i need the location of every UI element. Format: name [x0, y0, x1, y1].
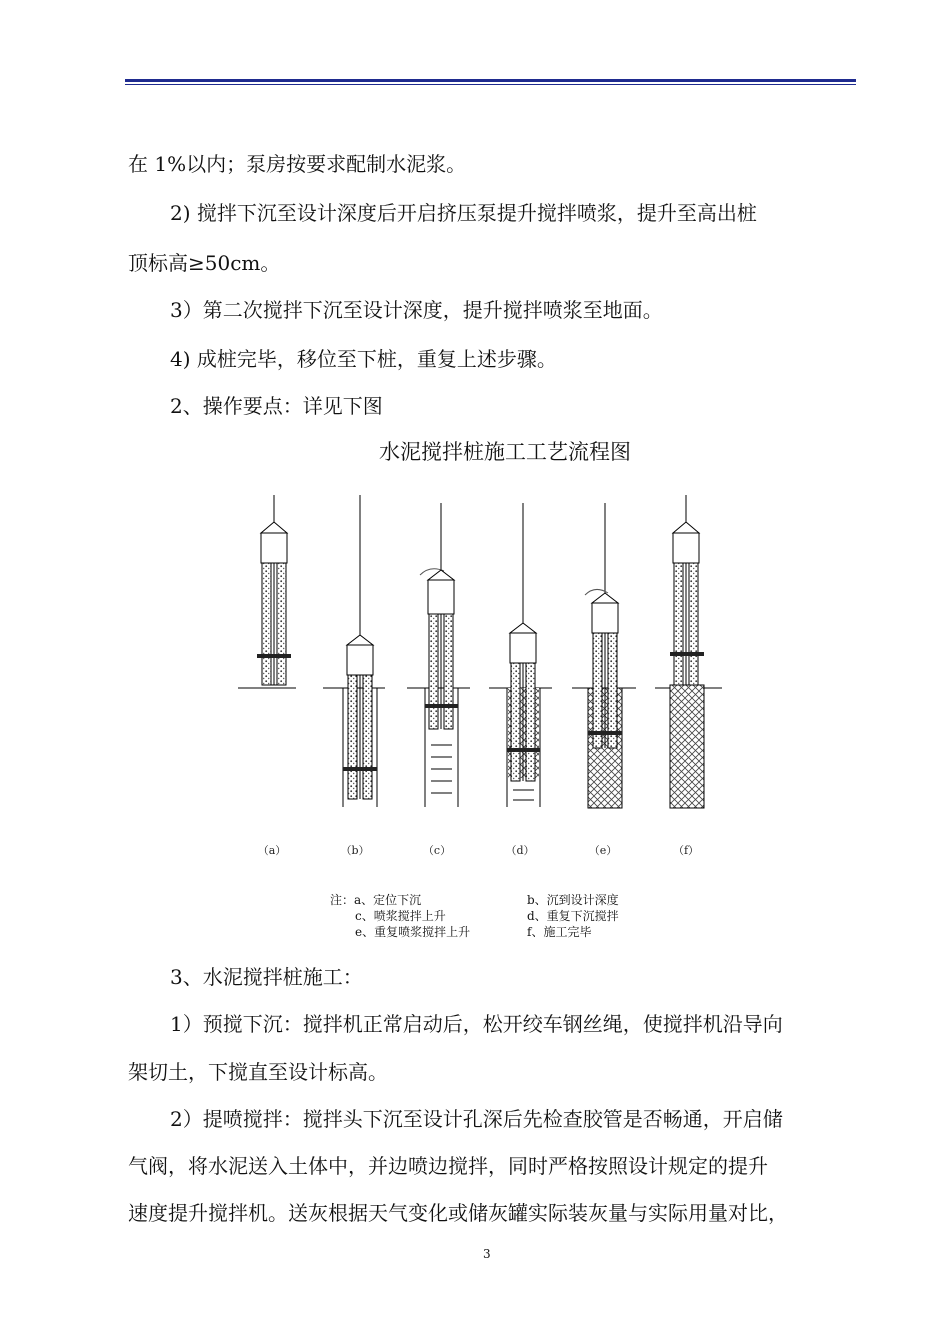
paragraph-line: 4) 成桩完毕，移位至下桩，重复上述步骤。 — [170, 347, 557, 371]
stage-d-rig — [507, 503, 540, 807]
paragraph-line: 速度提升搅拌机。送灰根据天气变化或储灰罐实际装灰量与实际用量对比， — [128, 1201, 788, 1225]
paragraph-line: 2、操作要点：详见下图 — [170, 394, 383, 418]
paragraph-line: 3）第二次搅拌下沉至设计深度，提升搅拌喷浆至地面。 — [170, 298, 663, 322]
stage-label-d: （d） — [505, 844, 535, 857]
page-number: 3 — [483, 1247, 491, 1261]
stage-label-f: （f） — [672, 844, 700, 857]
header-rule-thin — [125, 84, 856, 85]
header-rule-thick — [125, 79, 856, 82]
paragraph-line: 2) 搅拌下沉至设计深度后开启挤压泵提升搅拌喷浆，提升至高出桩 — [170, 201, 757, 225]
stage-e-rig — [585, 503, 622, 808]
stage-b-rig — [343, 495, 377, 807]
stage-label-a: （a） — [257, 844, 287, 857]
stage-label-b: （b） — [340, 844, 370, 857]
stage-label-e: （e） — [588, 844, 618, 857]
paragraph-line: 顶标高≥50cm。 — [128, 251, 281, 275]
stage-c-rig — [420, 503, 458, 807]
paragraph-line: 1）预搅下沉：搅拌机正常启动后，松开绞车钢丝绳，使搅拌机沿导向 — [170, 1012, 783, 1036]
stage-f-rig — [670, 495, 704, 808]
figure-title: 水泥搅拌桩施工工艺流程图 — [379, 440, 631, 464]
process-diagram — [230, 495, 730, 870]
stage-label-c: （c） — [422, 844, 452, 857]
figure-note: 注：a、定位下沉 — [330, 893, 422, 907]
paragraph-line: 架切土，下搅直至设计标高。 — [128, 1060, 388, 1084]
section-heading: 3、水泥搅拌桩施工： — [170, 965, 363, 989]
stage-a-rig — [257, 495, 291, 685]
figure-note: f、施工完毕 — [527, 925, 592, 939]
figure-note: d、重复下沉搅拌 — [527, 909, 619, 923]
paragraph-line: 2）提喷搅拌：搅拌头下沉至设计孔深后先检查胶管是否畅通，开启储 — [170, 1107, 783, 1131]
paragraph-line: 在 1%以内；泵房按要求配制水泥浆。 — [128, 152, 467, 176]
paragraph-line: 气阀，将水泥送入土体中，并边喷边搅拌，同时严格按照设计规定的提升 — [128, 1154, 768, 1178]
figure-note: e、重复喷浆搅拌上升 — [355, 925, 471, 939]
figure-note: b、沉到设计深度 — [527, 893, 619, 907]
figure-note: c、喷浆搅拌上升 — [355, 909, 446, 923]
